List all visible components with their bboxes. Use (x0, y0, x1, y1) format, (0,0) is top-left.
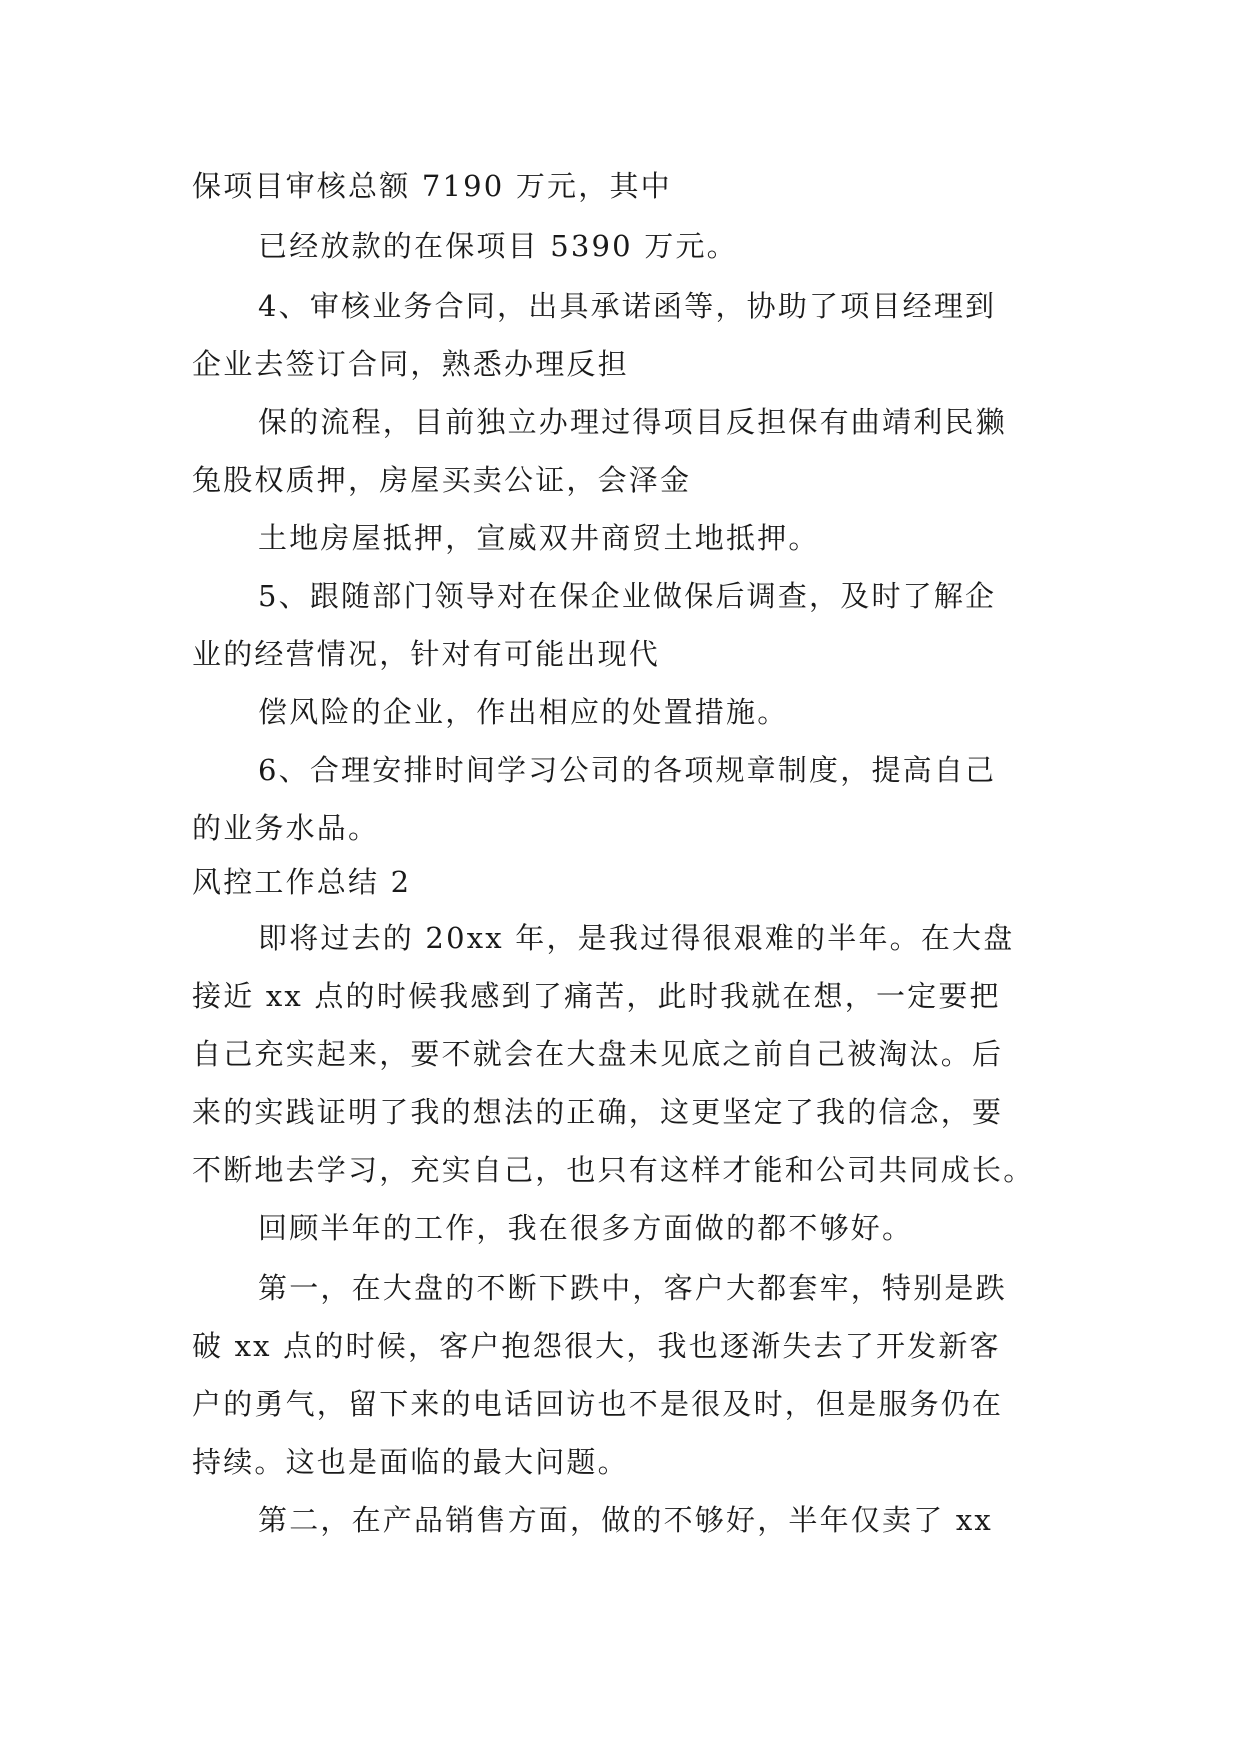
text-line: 的业务水品。 (192, 811, 380, 845)
section-heading: 风控工作总结 2 (192, 865, 412, 899)
text-line: 企业去签订合同，熟悉办理反担 (192, 347, 629, 381)
text-line: 4、审核业务合同，出具承诺函等，协助了项目经理到 (258, 289, 997, 323)
text-line: 来的实践证明了我的想法的正确，这更坚定了我的信念，要 (192, 1095, 1004, 1129)
text-line: 不断地去学习，充实自己，也只有这样才能和公司共同成长。 (192, 1153, 1035, 1187)
text-line: 6、合理安排时间学习公司的各项规章制度，提高自己 (258, 753, 997, 787)
text-line: 5、跟随部门领导对在保企业做保后调查，及时了解企 (258, 579, 997, 613)
text-line: 破 xx 点的时候，客户抱怨很大，我也逐渐失去了开发新客 (192, 1329, 1001, 1363)
text-line: 即将过去的 20xx 年，是我过得很艰难的半年。在大盘 (258, 921, 1015, 955)
text-line: 土地房屋抵押，宣威双井商贸土地抵押。 (258, 521, 820, 555)
text-line: 偿风险的企业，作出相应的处置措施。 (258, 695, 789, 729)
text-line: 保项目审核总额 7190 万元，其中 (192, 169, 672, 203)
text-line: 业的经营情况，针对有可能出现代 (192, 637, 661, 671)
text-line: 第二，在产品销售方面，做的不够好，半年仅卖了 xx (258, 1503, 993, 1537)
text-line: 已经放款的在保项目 5390 万元。 (258, 229, 738, 263)
text-line: 接近 xx 点的时候我感到了痛苦，此时我就在想，一定要把 (192, 979, 1001, 1013)
text-line: 自己充实起来，要不就会在大盘未见底之前自己被淘汰。后 (192, 1037, 1004, 1071)
text-line: 保的流程，目前独立办理过得项目反担保有曲靖利民獭 (258, 405, 1007, 439)
text-line: 回顾半年的工作，我在很多方面做的都不够好。 (258, 1211, 914, 1245)
text-line: 户的勇气，留下来的电话回访也不是很及时，但是服务仍在 (192, 1387, 1004, 1421)
text-line: 兔股权质押，房屋买卖公证，会泽金 (192, 463, 692, 497)
text-line: 第一，在大盘的不断下跌中，客户大都套牢，特别是跌 (258, 1271, 1007, 1305)
text-line: 持续。这也是面临的最大问题。 (192, 1445, 629, 1479)
